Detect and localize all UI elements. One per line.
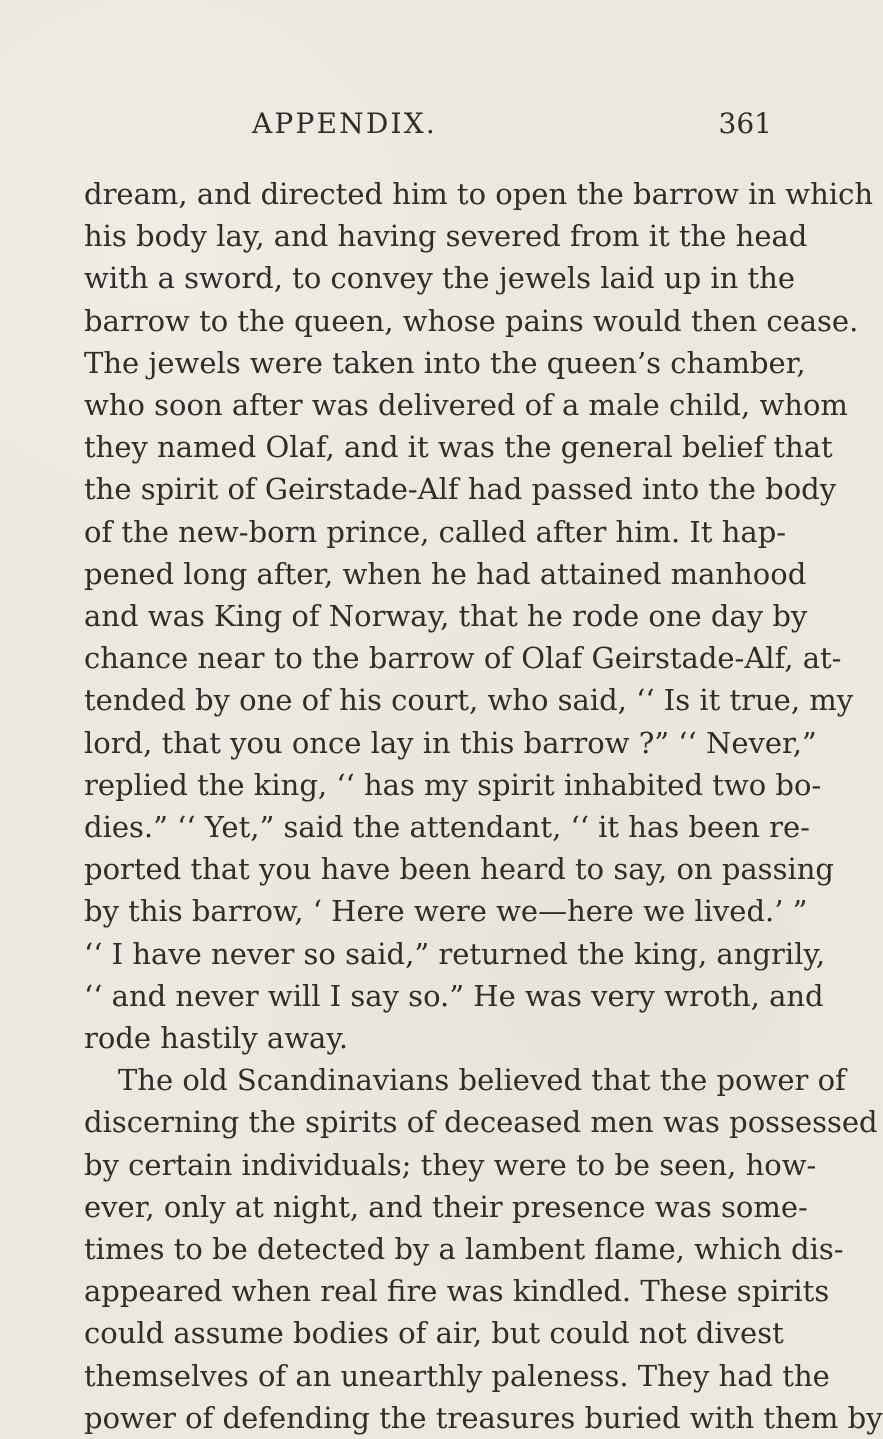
text-line: tended by one of his court, who said, ‘‘ Is it true, my [84,683,854,718]
text-line: dies.” ‘‘ Yet,” said the attendant, ‘‘ it has been re- [84,810,810,845]
text-line: The jewels were taken into the queen’s chamber, [84,345,806,380]
text-line: pened long after, when he had attained manhood [84,556,807,591]
text-line: of the new-born prince, called after him. It hap- [84,514,787,549]
text-line: times to be detected by a lambent flame, which dis- [84,1232,844,1267]
text-line: replied the king, ‘‘ has my spirit inhabited two bo- [84,767,822,802]
text-line: appeared when real fire was kindled. These spirits [84,1274,830,1309]
text-line: they named Olaf, and it was the general belief that [84,430,833,465]
text-line: discerning the spirits of deceased men was possessed [84,1105,878,1140]
text-line: his body lay, and having severed from it the head [84,219,808,254]
text-line: the spirit of Geirstade-Alf had passed into the body [84,472,837,507]
text-line: with a sword, to convey the jewels laid up in the [84,261,796,296]
text-line: chance near to the barrow of Olaf Geirstade-Alf, at- [84,641,842,676]
text-line: lord, that you once lay in this barrow ?” ‘‘ Never,” [84,725,817,760]
text-line: ever, only at night, and their presence was some- [84,1189,808,1224]
text-line: by this barrow, ‘ Here were we—here we lived.’ ” [84,894,808,929]
text-line: power of defending the treasures buried with them by [84,1400,883,1435]
page-number: 361 [718,107,772,140]
page-header [252,107,772,147]
text-line: by certain individuals; they were to be seen, how- [84,1147,817,1182]
text-line: ‘‘ and never will I say so.” He was very wroth, and [84,978,824,1013]
running-head: APPENDIX. [252,107,437,140]
text-line: barrow to the queen, whose pains would then cease. [84,303,859,338]
text-line: rode hastily away. [84,1021,349,1056]
text-line: The old Scandinavians believed that the power of [118,1063,846,1098]
text-line: who soon after was delivered of a male child, whom [84,388,848,423]
text-line: ported that you have been heard to say, on passing [84,852,834,887]
text-line: could assume bodies of air, but could not divest [84,1316,784,1351]
text-line: dream, and directed him to open the barrow in which [84,177,874,211]
body-text [84,173,883,1439]
text-line: ‘‘ I have never so said,” returned the king, angrily, [84,936,826,971]
text-line: and was King of Norway, that he rode one day by [84,599,808,634]
text-line: themselves of an unearthly paleness. They had the [84,1358,830,1393]
